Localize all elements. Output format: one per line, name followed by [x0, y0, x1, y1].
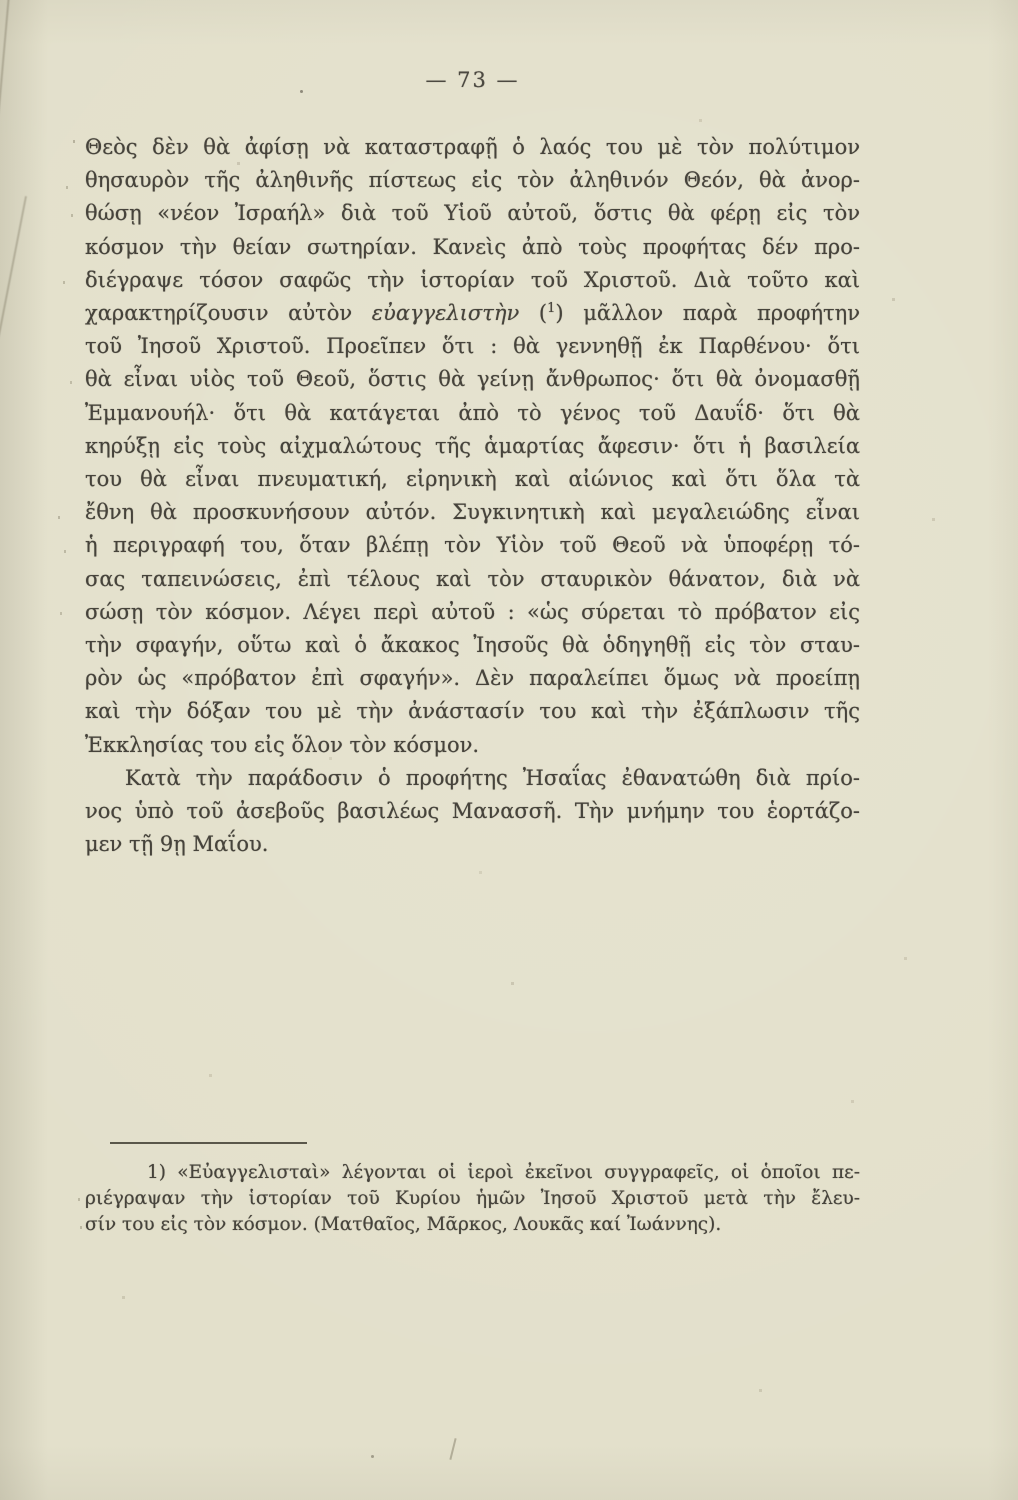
text-segment: χαρακτηρίζουσιν αὐτὸν — [85, 301, 372, 326]
text-line: ρὸν ὡς «πρόβατον ἐπὶ σφαγήν». Δὲν παραλείπει ὅμως νὰ προείπῃ — [85, 666, 860, 691]
text-line: ἔθνη θὰ προσκυνήσουν αὐτόν. Συγκινητικὴ καὶ μεγαλειώδης εἶναι — [85, 500, 860, 525]
text-line: σίν του εἰς τὸν κόσμον. (Ματθαῖος, Μᾶρκος, Λουκᾶς καί Ἰωάννης). — [85, 1214, 722, 1236]
text-line: μεν τῇ 9ῃ Μαΐου. — [85, 832, 269, 857]
text-line: Κατὰ τὴν παράδοσιν ὁ προφήτης Ἠσαΐας ἐθανατώθη διὰ πρίο- — [125, 765, 860, 790]
text-segment: ( — [519, 301, 548, 326]
page-crease — [0, 0, 10, 198]
text-line: τοῦ Ἰησοῦ Χριστοῦ. Προεῖπεν ὅτι : θὰ γεννηθῇ ἐκ Παρθένου· ὅτι — [85, 334, 860, 359]
text-line: θησαυρὸν τῆς ἀληθινῆς πίστεως εἰς τὸν ἀληθινόν Θεόν, θὰ ἀνορ- — [85, 168, 860, 193]
text-line: θὰ εἶναι υἱὸς τοῦ Θεοῦ, ὅστις θὰ γείνῃ ἄνθρωπος· ὅτι θὰ ὀνομασθῇ — [85, 367, 860, 392]
text-line: νος ὑπὸ τοῦ ἀσεβοῦς βασιλέως Μανασσῆ. Τὴν μνήμην του ἑορτάζο- — [85, 799, 860, 824]
page-number: — 73 — — [425, 68, 520, 92]
footnote-separator — [110, 1142, 307, 1144]
text-line: διέγραψε τόσον σαφῶς τὴν ἱστορίαν τοῦ Χριστοῦ. Διὰ τοῦτο καὶ — [85, 267, 860, 292]
text-line: του θὰ εἶναι πνευματική, εἰρηνικὴ καὶ αἰώνιος καὶ ὅτι ὅλα τὰ — [85, 467, 860, 492]
scratch-artifact — [449, 1438, 456, 1460]
text-line: Ἐμμανουήλ· ὅτι θὰ κατάγεται ἀπὸ τὸ γένος τοῦ Δαυΐδ· ὅτι θὰ — [85, 400, 860, 425]
text-line: σας ταπεινώσεις, ἐπὶ τέλους καὶ τὸν σταυρικὸν θάνατον, διὰ νὰ — [85, 566, 860, 591]
margin-ink-specks — [0, 0, 2, 3]
footnote — [85, 1160, 860, 1238]
text-line: ριέγραψαν τὴν ἱστορίαν τοῦ Κυρίου ἡμῶν Ἰησοῦ Χριστοῦ μετὰ τὴν ἔλευ- — [85, 1188, 860, 1210]
text-segment: εὐαγγελιστὴν — [371, 301, 520, 326]
text-segment: ) μᾶλλον παρὰ προφήτην — [555, 301, 860, 326]
text-column — [85, 66, 860, 1238]
page-crease — [0, 196, 27, 349]
text-line: τὴν σφαγήν, οὕτω καὶ ὁ ἄκακος Ἰησοῦς θὰ ὁδηγηθῇ εἰς τὸν σταυ- — [85, 633, 860, 658]
text-line: 1) «Εὐαγγελισταὶ» λέγονται οἱ ἱεροὶ ἐκεῖνοι συγγραφεῖς, οἱ ὁποῖοι πε- — [147, 1162, 860, 1184]
text-line: κόσμον τὴν θείαν σωτηρίαν. Κανεὶς ἀπὸ τοὺς προφήτας δέν προ- — [85, 234, 860, 259]
text-line: θώσῃ «νέον Ἰσραήλ» διὰ τοῦ Υἱοῦ αὐτοῦ, ὅστις θὰ φέρῃ εἰς τὸν — [85, 201, 860, 226]
footnote-reference: 1 — [547, 301, 556, 317]
text-line: σώσῃ τὸν κόσμον. Λέγει περὶ αὐτοῦ : «ὡς σύρεται τὸ πρόβατον εἰς — [85, 599, 860, 624]
body-text — [85, 131, 860, 861]
text-line: κηρύξῃ εἰς τοὺς αἰχμαλώτους τῆς ἁμαρτίας ἄφεσιν· ὅτι ἡ βασιλεία — [85, 433, 860, 458]
text-line — [85, 297, 860, 330]
text-line: Θεὸς δὲν θὰ ἀφίσῃ νὰ καταστραφῇ ὁ λαός του μὲ τὸν πολύτιμον — [85, 135, 860, 159]
ink-dot-artifact — [371, 1455, 374, 1458]
text-line: Ἐκκλησίας του εἰς ὅλον τὸν κόσμον. — [85, 732, 480, 757]
text-line: καὶ τὴν δόξαν του μὲ τὴν ἀνάστασίν του καὶ τὴν ἐξάπλωσιν τῆς — [85, 699, 860, 724]
text-line: ἡ περιγραφή του, ὅταν βλέπῃ τὸν Υἱὸν τοῦ Θεοῦ νὰ ὑποφέρῃ τό- — [85, 533, 860, 558]
